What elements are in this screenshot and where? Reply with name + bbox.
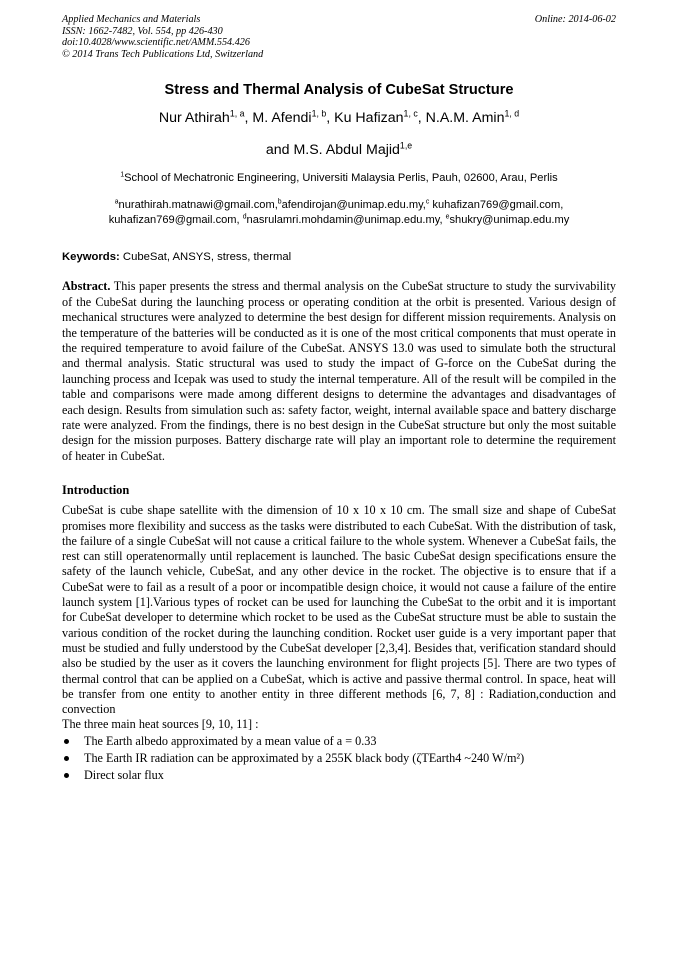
introduction-body [62,503,616,783]
abstract-label: Abstract. [62,279,111,294]
heat-sources-list [62,733,616,784]
list-item-text: The Earth IR radiation can be approximated by a 255K black body (ζTEarth4 ~240 W/m²) [84,750,525,765]
heat-sources-line: The three main heat sources [9, 10, 11] : [62,717,259,732]
email-sup: c [425,198,430,206]
email-sup: b [277,198,282,206]
author-list [62,109,616,127]
list-item-text: Direct solar flux [84,767,164,782]
email-sup: a [114,198,119,206]
affiliation [62,171,616,185]
author-name: Nur Athirah [158,110,230,127]
doi-line: doi:10.4028/www.scientific.net/AMM.554.426 [62,37,250,49]
keywords-text: CubeSat, ANSYS, stress, thermal [119,251,292,264]
author-name: Ku Hafizan [334,110,404,127]
author-emails [62,198,616,228]
email-address: nurathirah.matnawi@gmail.com, [118,199,278,212]
author-affiliation-sup: 1,e [399,140,413,151]
copyright-line: © 2014 Trans Tech Publications Ltd, Switzerland [62,48,264,60]
bullet-icon [64,773,69,778]
introduction-paragraph: CubeSat is cube shape satellite with the dimension of 10 x 10 x 10 cm. The small size and shape of CubeSat promises more flexibility and success as the tasks were distributed to each CubeSat. With the distribution of task, the failure of a single CubeSat will not cause a critical failure to the whole system. Whenever a CubeSat fails, the rest can still operatenormally until replacement is launched. The basic CubeSat design specifications ensure the safety of the launch vehicle, CubeSat, and any other device in the rocket. The objective is to ensure that if a CubeSat were to fail as a result of a poor or incompatible design choice, it would not cause a failure of the entire launch system [1].Various types of rocket can be used for launching the CubeSat to the orbit and it is important for CubeSat developer to determine which rocket to be used as the CubeSat structure must be able to sustain the various condition of the rocket during the launching condition. Rocket user guide is a very important paper that must be studied and fully understood by the CubeSat developer [2,3,4]. Besides that, verification standard should also be studied by the user as it covers the launching environment for flight projects [5]. There are two types of thermal control that can be applied on a CubeSat, which is active and passive thermal control. In space, heat will be transfer from one entity to another entity in three different methods [6, 7, 8] : Radiation,conduction and convection [62,503,616,717]
abstract-paragraph [62,279,616,464]
bullet-icon [64,756,69,761]
email-sup: d [242,213,247,221]
issn-line: ISSN: 1662-7482, Vol. 554, pp 426-430 [62,25,223,37]
author-affiliation-sup: 1, a [229,108,245,119]
author-affiliation-sup: 1, d [504,108,520,119]
bullet-icon [64,739,69,744]
author-name: M. Afendi [252,110,312,127]
list-item [62,750,616,767]
email-address: kuhafizan769@gmail.com, [429,199,564,212]
author-name: N.A.M. Amin [425,110,505,127]
email-line-2 [62,213,616,228]
author-list-line2 [62,141,616,159]
email-address: kuhafizan769@gmail.com, [108,214,243,227]
list-item [62,767,616,784]
email-address: nasrulamri.mohdamin@unimap.edu.my, [246,214,446,227]
email-line-1 [62,198,616,213]
journal-name: Applied Mechanics and Materials [62,14,201,25]
email-sup: e [445,213,450,221]
author-separator: , [244,110,253,127]
abstract-text: This paper presents the stress and thermal analysis on the CubeSat structure to study the survivability of the CubeSat during the launching process or operating condition at the orbit is presented. Various design of mechanical structures were analyzed to determine the best design for different mission requirements. Analysis on the temperature of the batteries will be conducted as it is one of the most critical components that must operate in the required temperature to avoid failure of the CubeSat. ANSYS 13.0 was used to simulate both the structural and thermal analysis. Static structural was used to study the impact of G-force on the CubeSat during the launching process and Icepak was used to study the internal temperature. All of the result will be compiled in the table and comparisons were made among different designs to determine the advantages and disadvantages of each design. Results from simulation such as: safety factor, weight, internal available space and battery discharge rate were analyzed. From the findings, there is no best design in the CubeSat structure but only the most suitable design for the mission purposes. Battery discharge rate will play an important role to determine the requirement of heater in CubeSat. [62,279,616,463]
affiliation-text: School of Mechatronic Engineering, Universiti Malaysia Perlis, Pauh, 02600, Arau, Perlis [124,172,558,185]
author-affiliation-sup: 1, b [311,108,327,119]
paper-title: Stress and Thermal Analysis of CubeSat Structure [164,82,514,99]
author-separator: , [417,110,426,127]
list-item-text: The Earth albedo approximated by a mean value of a = 0.33 [84,733,377,748]
author-affiliation-sup: 1, c [403,108,418,119]
introduction-heading: Introduction [62,483,130,498]
keywords-label: Keywords: [62,251,120,264]
journal-header [62,14,616,60]
email-address: afendirojan@unimap.edu.my, [281,199,426,212]
list-item [62,733,616,750]
online-date: Online: 2014-06-02 [534,14,616,25]
affiliation-sup: 1 [120,171,125,179]
email-address: shukry@unimap.edu.my [449,214,570,227]
author-separator: , [326,110,335,127]
keywords-line [62,250,616,264]
author-name: and M.S. Abdul Majid [265,142,400,159]
